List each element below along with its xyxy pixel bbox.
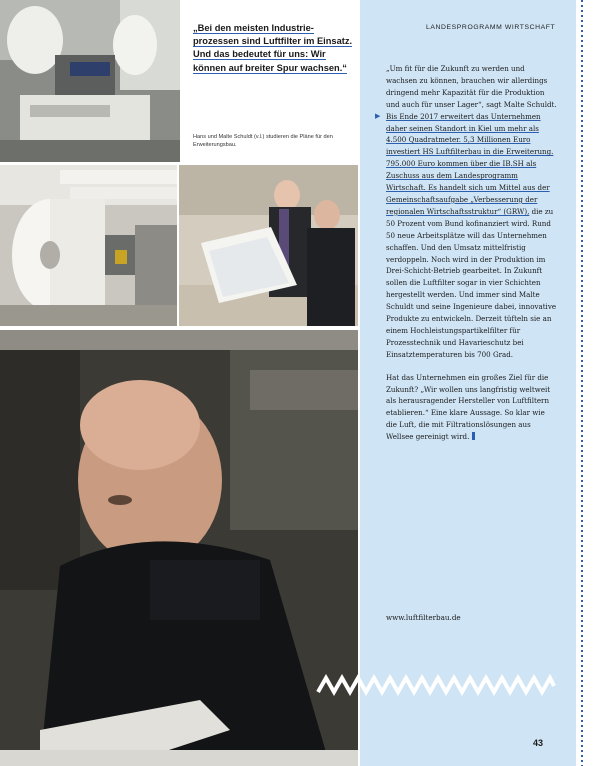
page-number: 43 [533,738,544,748]
article-paragraph-1 [375,63,558,361]
pull-quote-text: „Bei den meisten Industrie-prozessen sind Luftfilter im Einsatz. Und das bedeutet für uns: Wir können auf breiter Spur wachsen.“ [193,23,353,73]
running-head: LANDESPROGRAMM WIRTSCHAFT [426,24,556,31]
article-highlight: Bis Ende 2017 erweitert das Unternehmen daher seinen Standort in Kiel um mehr als 4.500 Quadratmeter. 5,3 Millionen Euro investiert HS Luftfilterbau in die Erweiterung. 795.000 Euro kommen über die IB.SH als Zuschuss aus dem Landesprogramm Wirtschaft. Es handelt sich um Mittel aus der Gemeinschaftsaufgabe „Verbesserung der regionalen Wirtschaftsstruktur“ (GRW), [386,111,554,216]
article-paragraph-2 [386,372,558,443]
article-body [375,63,558,443]
photo-paper-rolls [0,165,177,326]
website-link[interactable]: www.luftfilterbau.de [386,613,461,622]
article-paragraph-1-rest: die zu 50 Prozent vom Bund kofinanziert wird. Rund 50 neue Arbeitsplätze will das Unternehmen schaffen. Und den Umsatz mittelfristig verdoppeln. Noch wird in der Produktion im Drei-Schicht-Betrieb gearbeitet. In Zukunft sollen die Luftfilter sogar in vier Schichten hergestellt werden. Und immer sind Malte Schuldt und seine Ingenieure dabei, innovative Produkte zu entwickeln. Derzeit tüfteln sie an einem Hochleistungspartikelfilter für Prozesstechnik und Havarieschutz bei Einsatztemperaturen bis 700 Grad. [386,206,557,359]
article-paragraph-2-text: Hat das Unternehmen ein großes Ziel für die Zukunft? „Wir wollen uns langfristig weltweit als herausragender Hersteller von Luftfiltern etablieren.“ Eine klare Aussage. So klar wie die Luft, die mit Filtrationslösungen aus Wellsee gereinigt wird. [386,372,551,442]
photo-plans [179,165,358,326]
dotted-border [579,0,585,766]
photo-caption: Hans und Malte Schuldt (v.l.) studieren die Pläne für den Erweiterungsbau. [193,134,333,148]
pull-quote [193,22,353,75]
article-paragraph-1-lead: „Um fit für die Zukunft zu werden und wachsen zu können, brauchen wir allerdings dringend mehr Kapazität für die Produktion und auch für unser Lager“, sagt Malte Schuldt. [386,64,557,109]
photo-portrait [0,330,358,766]
end-mark-icon [472,432,475,440]
photo-machine [0,0,180,162]
arrow-icon: ▶ [375,111,381,120]
zigzag-ornament [316,674,556,696]
